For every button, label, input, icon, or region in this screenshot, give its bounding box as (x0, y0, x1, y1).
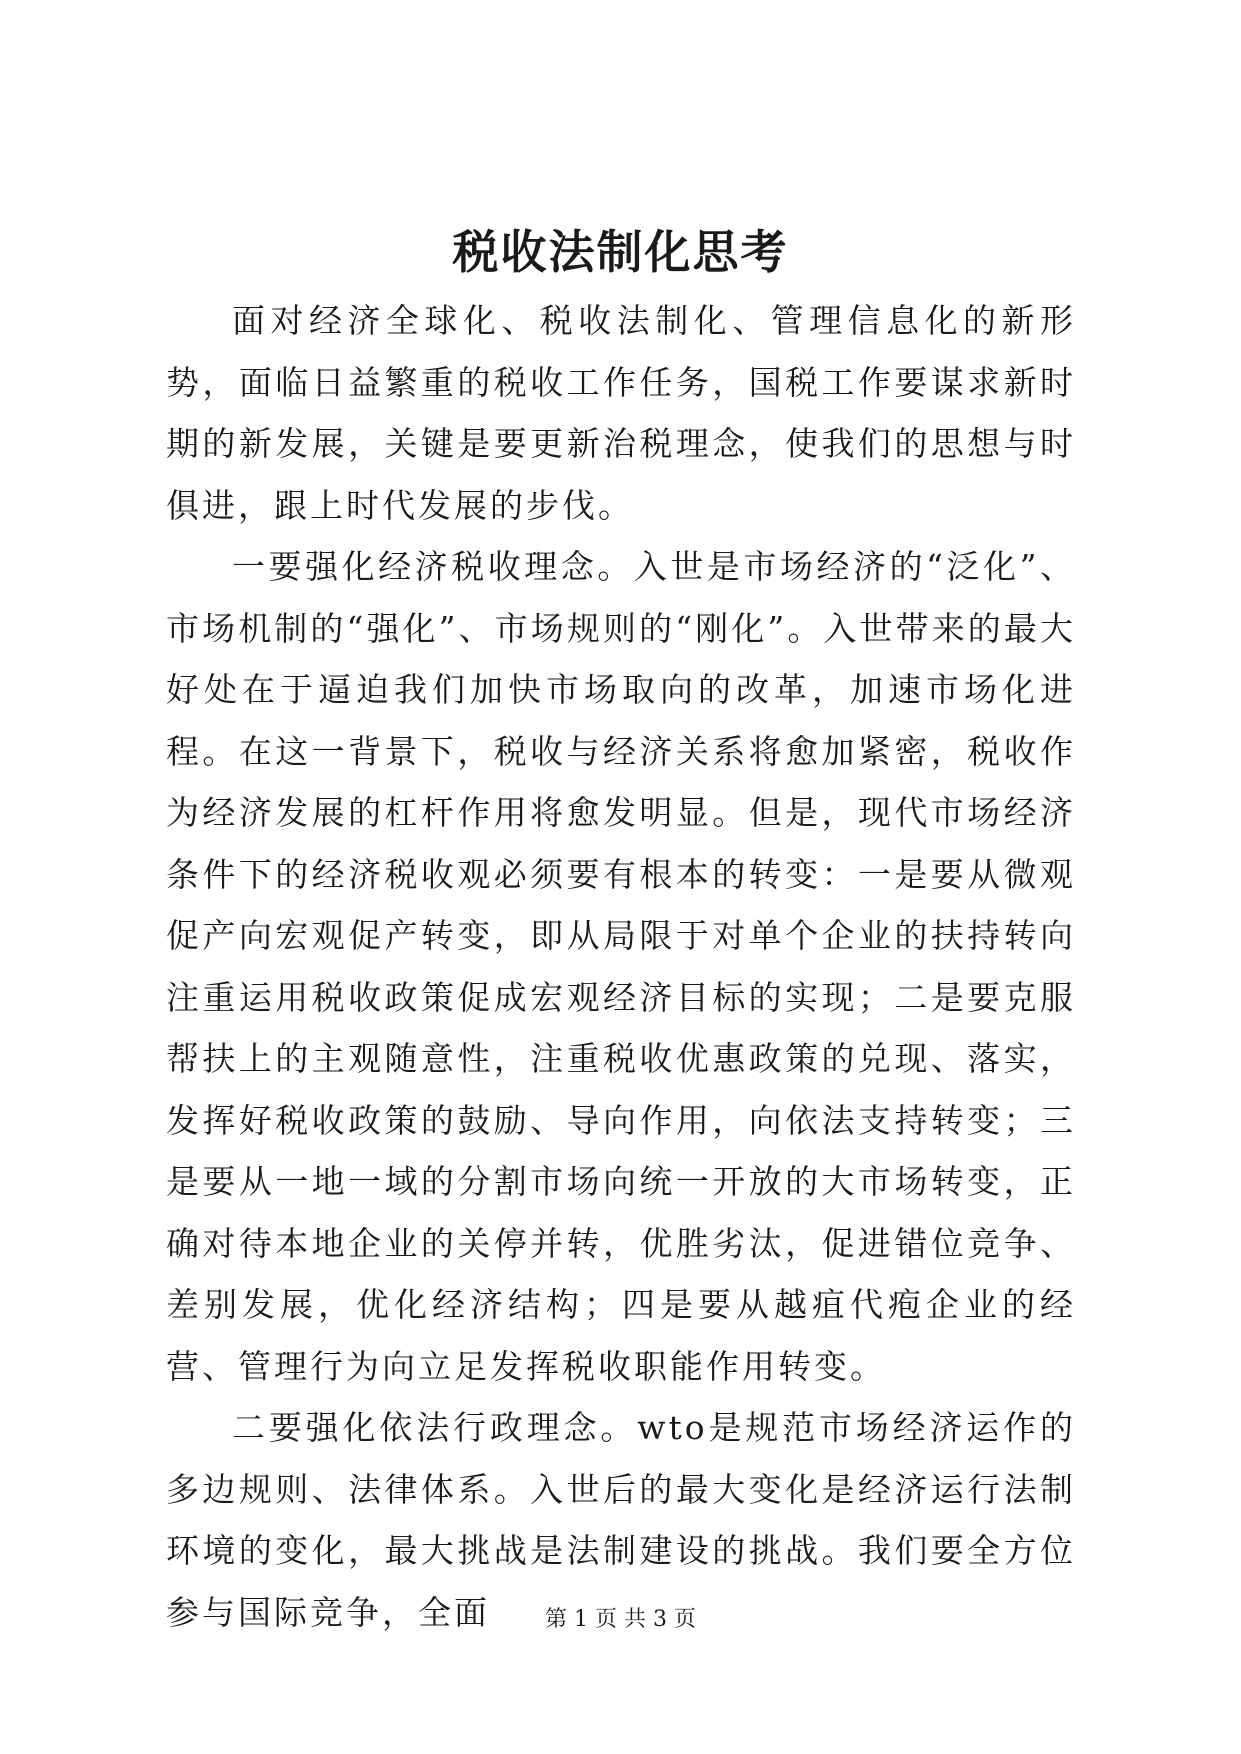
page-number-footer: 第 1 页 共 3 页 (545, 1607, 696, 1632)
document-title: 税收法制化思考 (452, 225, 789, 279)
paragraph-rule-of-law-concept: 二要强化依法行政理念。wto是规范市场经济运作的多边规则、法律体系。入世后的最大变化是经济运行法制环境的变化，最大挑战是法制建设的挑战。我们要全方位参与国际竞争，全面 (166, 1408, 1076, 1632)
document-body (166, 290, 1076, 1643)
paragraph-intro: 面对经济全球化、税收法制化、管理信息化的新形势，面临日益繁重的税收工作任务，国税工作要谋求新时期的新发展，关键是要更新治税理念，使我们的思想与时俱进，跟上时代发展的步伐。 (166, 301, 1076, 525)
paragraph-economic-tax-concept: 一要强化经济税收理念。入世是市场经济的“泛化”、市场机制的“强化”、市场规则的“刚化”。入世带来的最大好处在于逼迫我们加快市场取向的改革，加速市场化进程。在这一背景下，税收与经济关系将愈加紧密，税收作为经济发展的杠杆作用将愈发明显。但是，现代市场经济条件下的经济税收观必须要有根本的转变：一是要从微观促产向宏观促产转变，即从局限于对单个企业的扶持转向注重运用税收政策促成宏观经济目标的实现；二是要克服帮扶上的主观随意性，注重税收优惠政策的兑现、落实，发挥好税收政策的鼓励、导向作用，向依法支持转变；三是要从一地一域的分割市场向统一开放的大市场转变，正确对待本地企业的关停并转，优胜劣汰，促进错位竞争、差别发展，优化经济结构；四是要从越疽代疱企业的经营、管理行为向立足发挥税收职能作用转变。 (166, 547, 1076, 1386)
